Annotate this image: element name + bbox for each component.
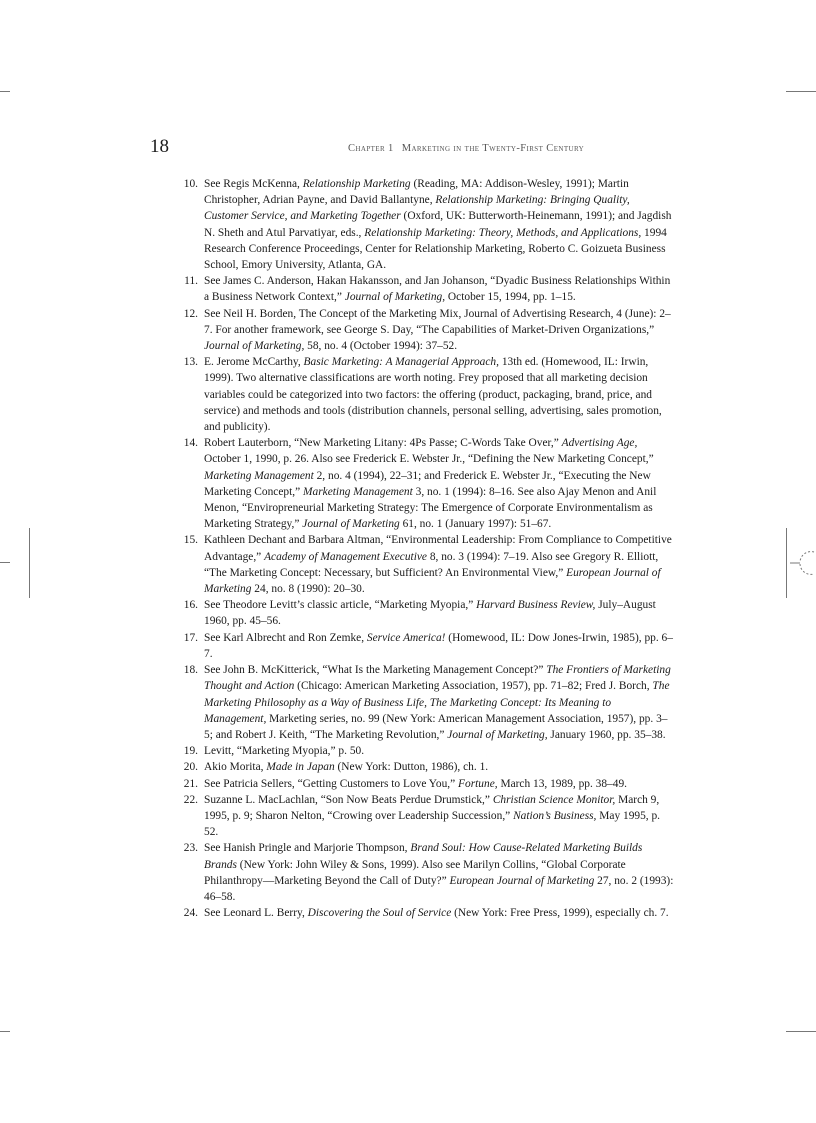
- endnote-fragment: October 1, 1990, p. 26. Also see Frederick E. Webster Jr., “Defining the New Marketing Concept,”: [204, 453, 654, 466]
- endnote-text: [204, 664, 671, 741]
- endnote-16: [178, 597, 676, 629]
- endnote-fragment: See Leonard L. Berry,: [204, 907, 308, 920]
- endnote-number: 22.: [183, 793, 198, 806]
- endnote-title: Marketing Management: [303, 485, 413, 498]
- endnote-text: [204, 778, 627, 790]
- endnote-fragment: (Reading, MA: Addison-Wesley, 1991); Martin Christopher, Adrian Payne, and David Ballantyne,: [204, 178, 629, 207]
- endnote-text: [204, 308, 671, 352]
- endnote-11: [178, 273, 676, 305]
- endnote-number: 10.: [183, 178, 198, 190]
- endnote-fragment: 13th ed. (Homewood, IL: Irwin, 1999). Two alternative classifications are worth noting. Frey proposed that all marketing decision variables could be categorized into two factors: the offering (product, packaging, brand, price, and service) and methods and tools (distribution channels, personal selling, advertising, sales promotion, and publicity).: [204, 356, 662, 434]
- endnote-13: [178, 354, 676, 435]
- endnote-18: [178, 662, 676, 743]
- crop-mark-bottom-left: [0, 1031, 10, 1032]
- endnote-text: [204, 534, 672, 595]
- endnote-number: 11.: [184, 275, 198, 288]
- endnote-title: Journal of Marketing,: [447, 728, 548, 741]
- endnote-title: Brand Soul: How Cause-Related Marketing Builds Brands: [204, 842, 643, 871]
- endnote-21: [178, 776, 676, 792]
- chapter-label: Chapter 1: [348, 143, 394, 154]
- endnote-title: Journal of Marketing,: [344, 291, 446, 304]
- endnote-20: [178, 759, 676, 775]
- crop-mark-mid-left-v: [29, 528, 30, 598]
- endnote-number: 16.: [183, 599, 198, 612]
- endnote-fragment: March 9, 1995, p. 9; Sharon Nelton, “Crowing over Leadership Succession,”: [204, 793, 660, 822]
- endnote-title: Christian Science Monitor,: [492, 793, 616, 806]
- endnote-title: European Journal of Marketing: [204, 566, 661, 596]
- endnote-number: 17.: [183, 631, 198, 644]
- endnote-fragment: See Patricia Sellers, “Getting Customers to Love You,”: [204, 777, 459, 790]
- endnote-text: [204, 842, 673, 903]
- endnote-title: Made in Japan: [266, 761, 335, 774]
- endnote-fragment: Suzanne L. MacLachlan, “Son Now Beats Perdue Drumstick,”: [204, 793, 493, 806]
- crop-mark-mid-right-v: [786, 528, 787, 598]
- endnote-title: Relationship Marketing: Bringing Quality, Customer Service, and Marketing Together: [204, 194, 630, 223]
- endnote-number: 24.: [183, 907, 198, 920]
- endnote-fragment: (New York: John Wiley & Sons, 1999). Also see Marilyn Collins, “Global Corporate Philanthropy—Marketing Beyond the Call of Duty?”: [204, 858, 626, 887]
- chapter-title: Marketing in the Twenty-First Century: [401, 143, 585, 154]
- endnote-text: [204, 632, 673, 660]
- endnote-fragment: (Homewood, IL: Dow Jones-Irwin, 1985), pp. 6–7.: [204, 631, 673, 660]
- endnote-title: Nation’s Business,: [513, 809, 597, 822]
- crop-mark-top-left: [0, 91, 10, 92]
- endnote-number: 14.: [183, 437, 198, 450]
- endnote-fragment: July–August 1960, pp. 45–56.: [204, 599, 656, 628]
- endnote-title: The Frontiers of Marketing Thought and Action: [204, 664, 671, 693]
- crop-mark-bottom-right: [786, 1031, 816, 1032]
- endnote-fragment: 1994 Research Conference Proceedings, Center for Relationship Marketing, Roberto C. Goizueta Business School, Emory University, Atlanta, GA.: [204, 226, 667, 272]
- endnote-title: Fortune,: [458, 777, 498, 790]
- endnote-number: 12.: [183, 307, 198, 320]
- endnote-number: 18.: [183, 664, 198, 677]
- endnote-title: The Marketing Philosophy as a Way of Business Life, The Marketing Concept: Its Meaning to Management,: [204, 680, 670, 725]
- endnote-number: 13.: [183, 356, 198, 369]
- page-number: 18: [150, 136, 169, 157]
- endnote-fragment: 61, no. 1 (January 1997): 51–67.: [399, 518, 552, 531]
- endnote-15: [178, 532, 676, 597]
- endnote-fragment: See Karl Albrecht and Ron Zemke,: [204, 631, 367, 644]
- endnote-22: [178, 792, 676, 841]
- endnote-number: 20.: [183, 761, 198, 774]
- endnote-text: [204, 275, 670, 303]
- endnote-fragment: 24, no. 8 (1990): 20–30.: [251, 583, 365, 596]
- endnote-title: Service America!: [366, 631, 446, 644]
- endnote-number: 19.: [183, 745, 198, 758]
- endnote-fragment: 27, no. 2 (1993): 46–58.: [204, 874, 674, 903]
- endnote-title: Journal of Marketing,: [204, 340, 305, 353]
- endnote-fragment: Kathleen Dechant and Barbara Altman, “Environmental Leadership: From Compliance to Competitive Advantage,”: [204, 534, 672, 563]
- endnote-text: [204, 356, 662, 433]
- endnote-fragment: 8, no. 3 (1994): 7–19. Also see Gregory R. Elliott, “The Marketing Concept: Necessary, but Sufficient? An Environmental View,”: [204, 550, 659, 579]
- endnote-fragment: See Theodore Levitt’s classic article, “Marketing Myopia,”: [204, 599, 477, 612]
- endnote-17: [178, 630, 676, 662]
- endnote-fragment: 3, no. 1 (1994): 8–16. See also Ajay Menon and Anil Menon, “Enviropreneurial Marketing Strategy: The Emergence of Corporate Environmentalism as Marketing Strategy,”: [204, 485, 657, 531]
- endnote-title: Marketing Management: [204, 469, 314, 482]
- endnote-fragment: 58, no. 4 (October 1994): 37–52.: [304, 340, 458, 353]
- endnote-text: [204, 794, 660, 838]
- endnote-text: [204, 761, 488, 773]
- endnote-title: Harvard Business Review,: [476, 599, 596, 612]
- endnote-title: Academy of Management Executive: [264, 550, 427, 563]
- endnote-12: [178, 306, 676, 355]
- endnote-fragment: (Oxford, UK: Butterworth-Heinemann, 1991); and Jagdish N. Sheth and Atul Parvatiyar, eds.,: [204, 210, 672, 239]
- endnote-fragment: May 1995, p. 52.: [204, 809, 661, 839]
- endnote-23: [178, 840, 676, 905]
- running-head: [348, 143, 584, 154]
- endnote-fragment: See Hanish Pringle and Marjorie Thompson,: [204, 842, 411, 855]
- endnotes-list: [178, 176, 676, 921]
- endnote-fragment: See Regis McKenna,: [204, 178, 303, 190]
- endnote-fragment: March 13, 1989, pp. 38–49.: [497, 777, 627, 790]
- endnote-title: Journal of Marketing: [302, 518, 400, 531]
- endnote-number: 23.: [183, 842, 198, 855]
- endnote-text: [204, 437, 656, 530]
- registration-mark-icon: [790, 548, 816, 578]
- endnote-title: Relationship Marketing: [302, 178, 411, 190]
- endnote-number: 15.: [183, 534, 198, 547]
- endnote-fragment: See John B. McKitterick, “What Is the Marketing Management Concept?”: [204, 664, 547, 677]
- endnote-24: [178, 905, 676, 921]
- endnote-fragment: Marketing series, no. 99 (New York: American Management Association, 1957), pp. 3–5; and Robert J. Keith, “The Marketing Revolution,”: [204, 712, 668, 741]
- endnote-text: [204, 178, 671, 271]
- endnote-text: [204, 745, 364, 757]
- endnote-fragment: (Chicago: American Marketing Association, 1957), pp. 71–82; Fred J. Borch,: [294, 680, 653, 693]
- endnote-fragment: Robert Lauterborn, “New Marketing Litany: 4Ps Passe; C-Words Take Over,”: [204, 437, 562, 450]
- endnote-fragment: E. Jerome McCarthy,: [204, 356, 304, 369]
- endnote-title: Relationship Marketing: Theory, Methods, and Applications,: [364, 226, 642, 239]
- crop-mark-mid-left-h: [0, 562, 10, 563]
- endnote-fragment: 2, no. 4 (1994), 22–31; and Frederick E. Webster Jr., “Executing the New Marketing Concept,”: [204, 469, 651, 498]
- endnote-19: [178, 743, 676, 759]
- endnote-fragment: See Neil H. Borden, The Concept of the Marketing Mix, Journal of Advertising Research, 4 (June): 2–7. For another framework, see George S. Day, “The Capabilities of Market-Driven Organizations,”: [204, 307, 671, 336]
- endnote-fragment: (New York: Dutton, 1986), ch. 1.: [334, 761, 489, 774]
- endnote-fragment: October 15, 1994, pp. 1–15.: [445, 291, 576, 304]
- endnote-text: [204, 907, 669, 919]
- endnote-fragment: Levitt, “Marketing Myopia,” p. 50.: [204, 745, 365, 758]
- endnote-title: Discovering the Soul of Service: [307, 907, 452, 920]
- endnote-fragment: See James C. Anderson, Hakan Hakansson, and Jan Johanson, “Dyadic Business Relationships Within a Business Network Context,”: [204, 275, 671, 304]
- endnote-fragment: January 1960, pp. 35–38.: [547, 728, 666, 741]
- endnote-title: Advertising Age,: [561, 437, 638, 450]
- endnote-title: Basic Marketing: A Managerial Approach,: [303, 356, 499, 369]
- endnote-fragment: Akio Morita,: [204, 761, 267, 774]
- endnote-fragment: (New York: Free Press, 1999), especially ch. 7.: [451, 907, 669, 920]
- endnote-10: [178, 176, 676, 273]
- endnote-14: [178, 435, 676, 532]
- endnote-number: 21.: [183, 777, 198, 790]
- crop-mark-top-right: [786, 91, 816, 92]
- endnote-text: [204, 599, 656, 627]
- endnote-title: European Journal of Marketing: [449, 874, 595, 887]
